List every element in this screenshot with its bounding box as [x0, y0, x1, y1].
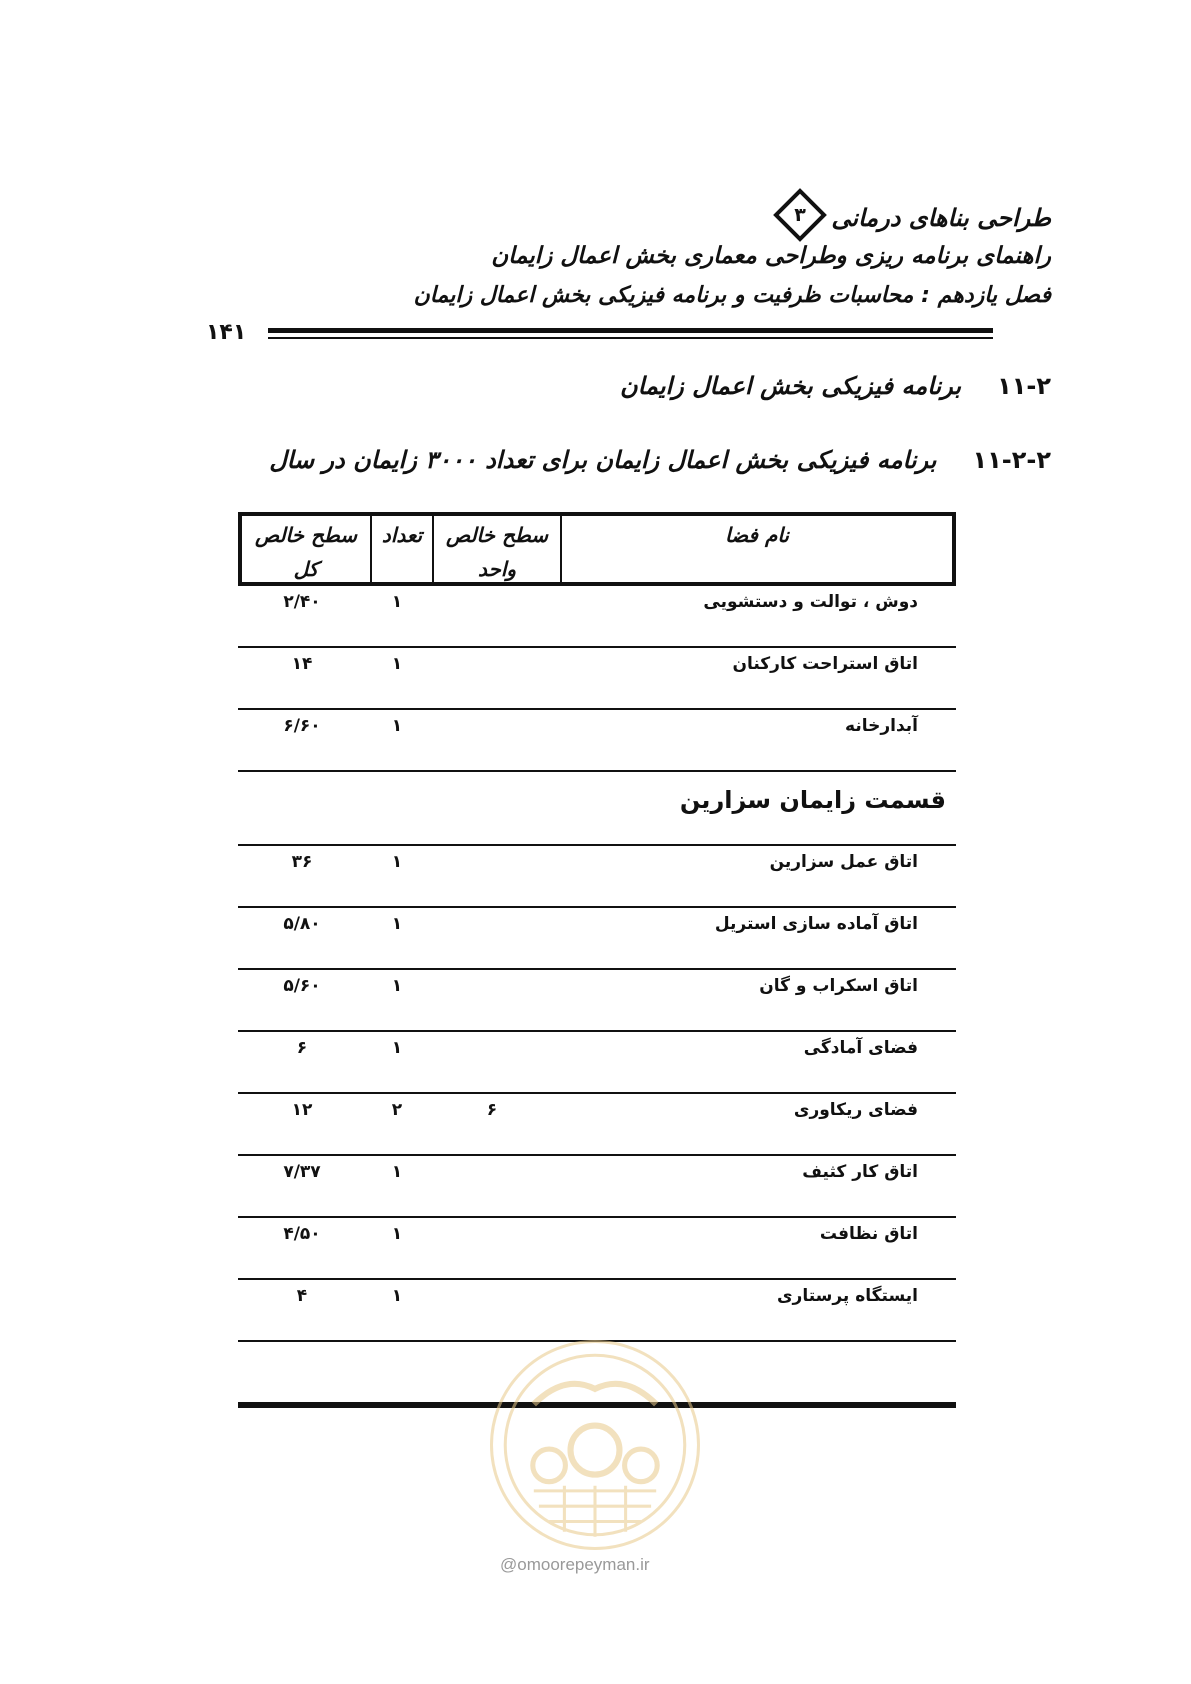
cell-unit [428, 1032, 556, 1092]
table-row [238, 846, 956, 908]
cell-unit [428, 1156, 556, 1216]
series-title-line [781, 200, 1051, 238]
cell-count: ۲ [391, 1100, 403, 1120]
cell-total: ۶/۶۰ [283, 716, 321, 736]
header-unit-area: سطح خالص واحد [432, 516, 560, 582]
header-count: تعداد [370, 516, 432, 582]
cell-count: ۱ [391, 1224, 403, 1244]
cell-name: اتاق نظافت [819, 1224, 918, 1244]
cell-unit: ۶ [486, 1100, 498, 1120]
cell-name: اتاق استراحت کارکنان [732, 654, 918, 674]
cell-name: آبدارخانه [845, 716, 918, 736]
section-heading-2 [269, 446, 1051, 474]
table-row [238, 648, 956, 710]
table-header [238, 512, 956, 586]
cell-count: ۱ [391, 1038, 403, 1058]
cell-name: دوش ، توالت و دستشویی [703, 592, 918, 612]
section-number-2: ۱۱-۲-۲ [972, 446, 1051, 474]
cell-total: ۴ [296, 1286, 308, 1306]
series-number-badge [773, 188, 827, 242]
cell-count: ۱ [391, 654, 403, 674]
cell-count: ۱ [391, 852, 403, 872]
cell-count: ۱ [391, 1286, 403, 1306]
table-row [238, 710, 956, 772]
cell-total: ۳۶ [291, 852, 313, 872]
cell-name: اتاق عمل سزارین [769, 852, 918, 872]
table-subheading-row [238, 772, 956, 846]
section-number-1: ۱۱-۲ [997, 372, 1051, 400]
cell-count: ۱ [391, 716, 403, 736]
table-row [238, 1094, 956, 1156]
cell-count: ۱ [391, 592, 403, 612]
table-row [238, 908, 956, 970]
cell-name: اتاق اسکراب و گان [759, 976, 918, 996]
cell-unit [428, 586, 556, 646]
page-number: ۱۴۱ [206, 320, 247, 345]
table-row [238, 586, 956, 648]
header-space-name: نام فضا [560, 516, 952, 582]
cell-total: ۵/۶۰ [283, 976, 321, 996]
cell-empty [238, 772, 366, 844]
table-row [238, 1156, 956, 1218]
cell-unit [428, 908, 556, 968]
table-row [238, 1280, 956, 1342]
cell-unit [428, 710, 556, 770]
table-subheading: قسمت زایمان سزارین [679, 786, 946, 814]
table-row [238, 970, 956, 1032]
cell-total: ۷/۳۷ [283, 1162, 321, 1182]
cell-name: اتاق کار کثیف [802, 1162, 918, 1182]
cell-unit [428, 970, 556, 1030]
cell-unit [428, 846, 556, 906]
watermark-seal-icon [490, 1340, 700, 1550]
section-title-2: برنامه فیزیکی بخش اعمال زایمان برای تعداد ۳۰۰۰ زایمان در سال [269, 446, 937, 474]
table-row [238, 1032, 956, 1094]
watermark-graphic [493, 1343, 697, 1547]
cell-total: ۱۲ [291, 1100, 313, 1120]
series-number: ۳ [794, 204, 807, 226]
cell-name: فضای آمادگی [803, 1038, 918, 1058]
cell-total: ۴/۵۰ [283, 1224, 321, 1244]
cell-unit [428, 1218, 556, 1278]
cell-name: فضای ریکاوری [793, 1100, 918, 1120]
header-rule-thin [268, 337, 993, 339]
watermark-caption: @omoorepeyman.ir [500, 1555, 650, 1574]
table-row [238, 1218, 956, 1280]
section-title-1: برنامه فیزیکی بخش اعمال زایمان [620, 372, 962, 400]
cell-total: ۶ [296, 1038, 308, 1058]
cell-empty [428, 772, 556, 844]
cell-count: ۱ [391, 976, 403, 996]
section-heading-1 [620, 372, 1051, 400]
cell-count: ۱ [391, 914, 403, 934]
series-title: طراحی بناهای درمانی [831, 204, 1051, 232]
cell-count: ۱ [391, 1162, 403, 1182]
cell-name: ایستگاه پرستاری [776, 1286, 918, 1306]
cell-empty [366, 772, 428, 844]
cell-name: اتاق آماده سازی استریل [714, 914, 918, 934]
header-rule-thick [268, 328, 993, 333]
cell-total: ۱۴ [291, 654, 313, 674]
space-program-table [238, 512, 956, 1342]
guide-title: راهنمای برنامه ریزی وطراحی معماری بخش اعمال زایمان [491, 243, 1051, 269]
chapter-title: فصل یازدهم : محاسبات ظرفیت و برنامه فیزیکی بخش اعمال زایمان [413, 283, 1051, 308]
cell-total: ۵/۸۰ [283, 914, 321, 934]
cell-total: ۲/۴۰ [283, 592, 321, 612]
cell-unit [428, 1280, 556, 1340]
header-total-area: سطح خالص کل [254, 523, 358, 581]
cell-unit [428, 648, 556, 708]
